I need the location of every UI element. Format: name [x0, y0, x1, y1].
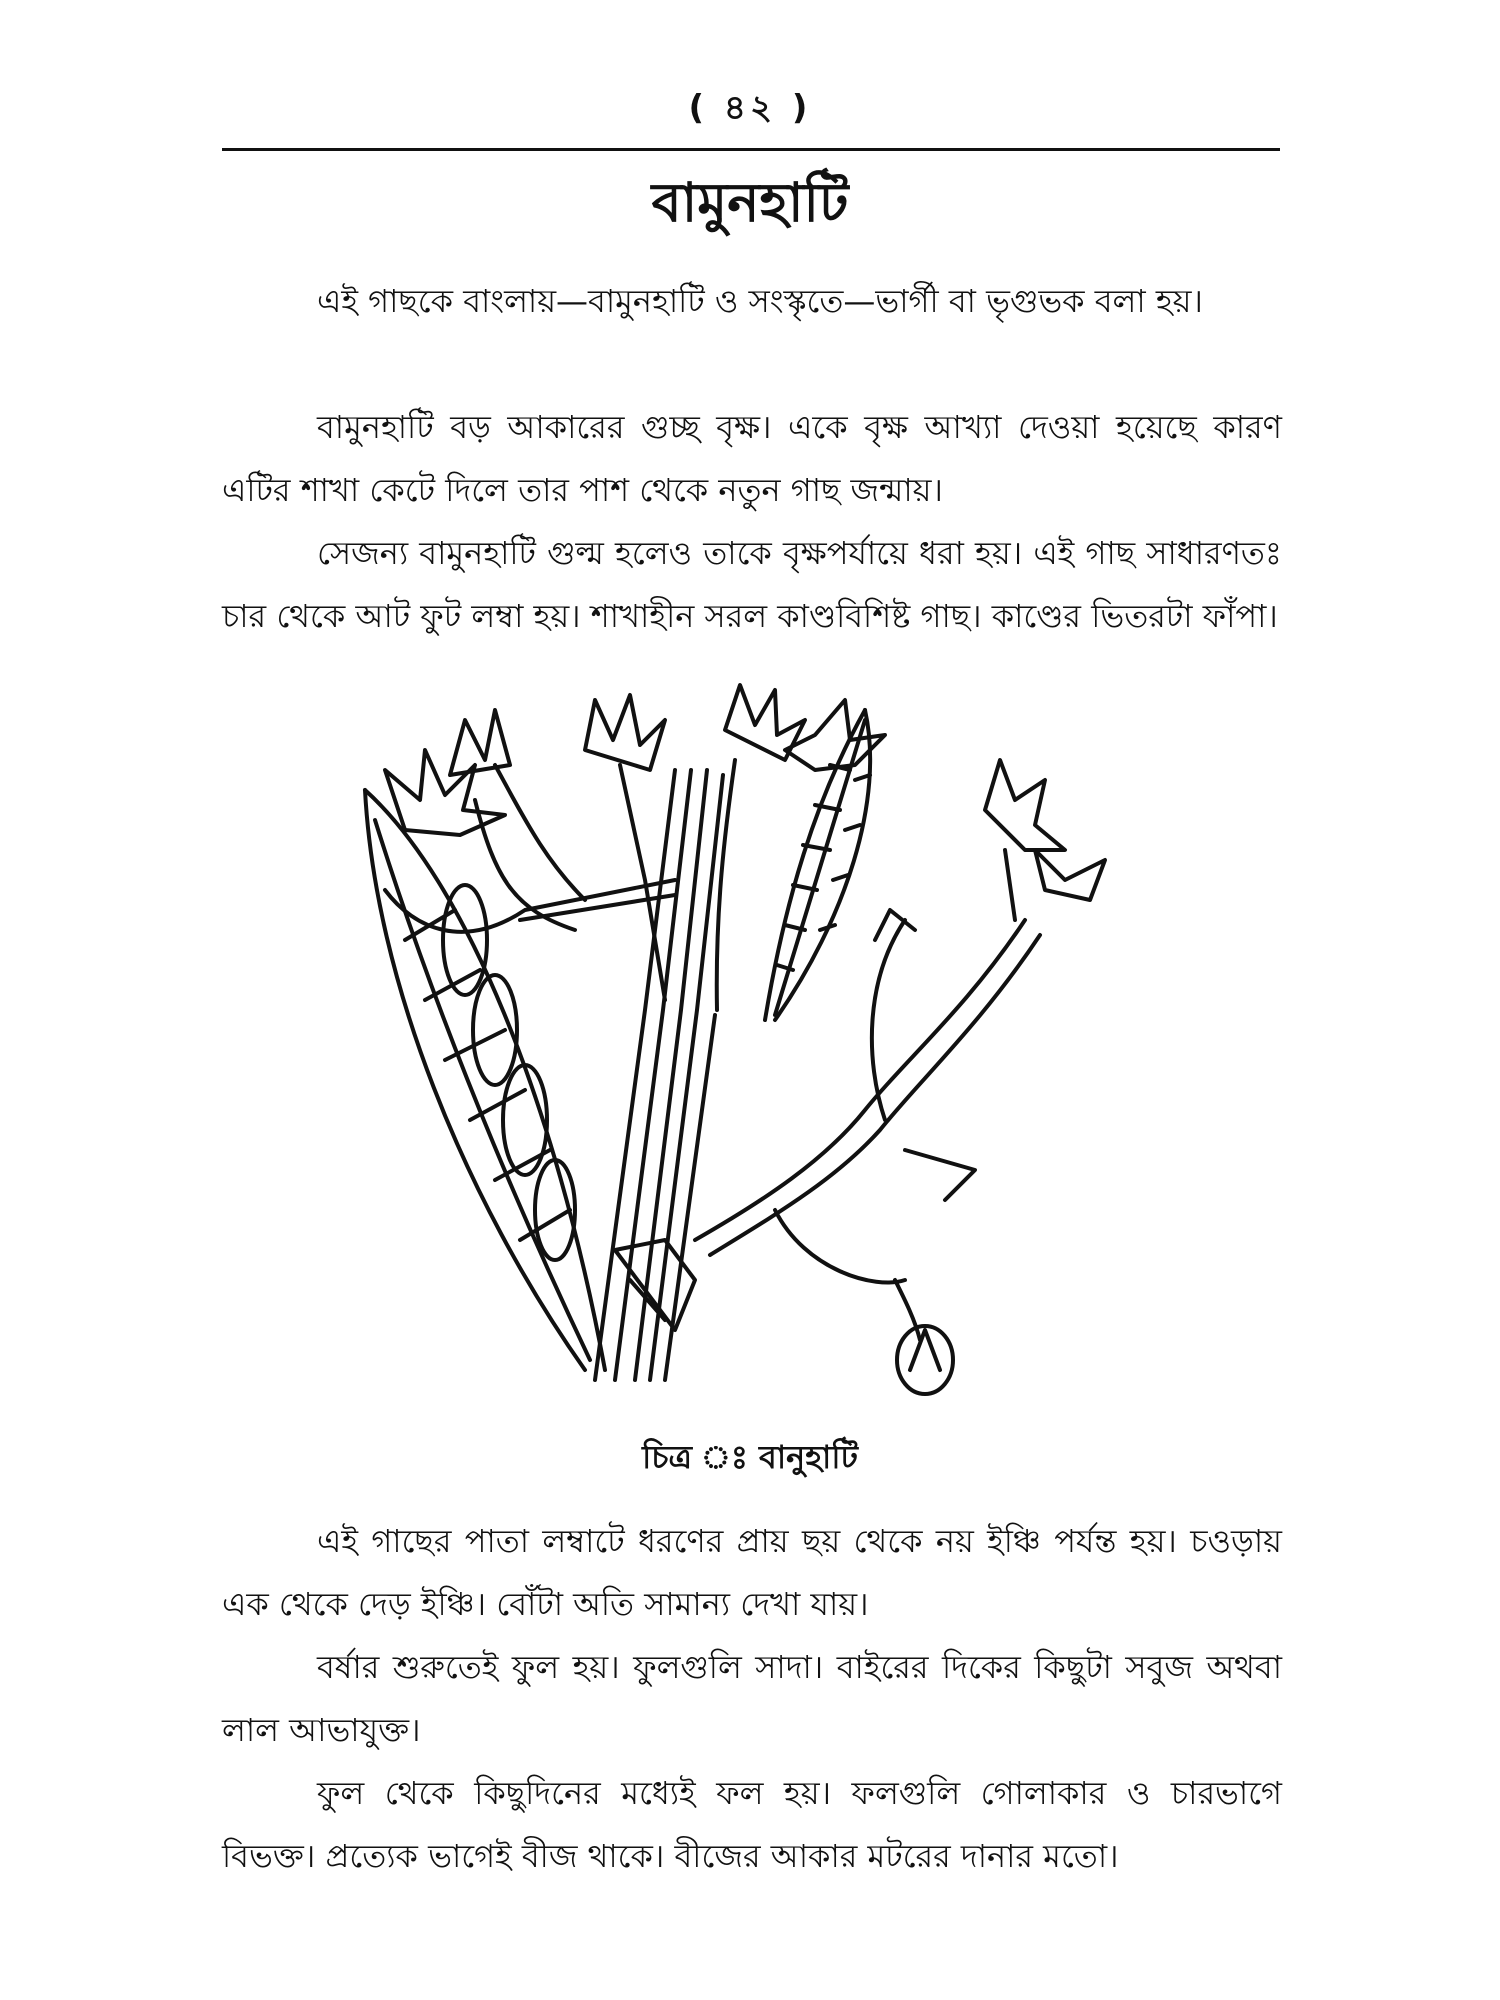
page-number: ( ৪২ )	[688, 88, 812, 128]
paragraph-fruits: ফুল থেকে কিছুদিনের মধ্যেই ফল হয়। ফলগুলি গোলাকার ও চারভাগে বিভক্ত। প্রত্যেক ভাগেই বীজ থাকে। বীজের আকার মটরের দানার মতো।	[222, 1774, 1282, 1875]
top-flowers	[585, 685, 885, 1010]
left-leaf	[365, 790, 605, 1370]
plant-illustration	[345, 680, 1205, 1400]
figure-caption: চিত্র ঃ বানুহাটি	[642, 1438, 858, 1476]
page-title: বামুনহাটি	[651, 171, 849, 234]
header-rule	[222, 148, 1280, 151]
paragraph-names: এই গাছকে বাংলায়—বামুনহাটি ও সংস্কৃতে—ভার্গী বা ভৃগুভক বলা হয়।	[317, 282, 1203, 320]
paragraph-flowers: বর্ষার শুরুতেই ফুল হয়। ফুলগুলি সাদা। বাইরের দিকের কিছুটা সবুজ অথবা লাল আভাযুক্ত।	[222, 1648, 1282, 1749]
paragraph-description: বামুনহাটি বড় আকারের গুচ্ছ বৃক্ষ। একে বৃক্ষ আখ্যা দেওয়া হয়েছে কারণ এটির শাখা কেটে দিলে তার পাশ থেকে নতুন গাছ জন্মায়।	[222, 408, 1282, 509]
main-stem	[595, 770, 723, 1380]
paragraph-classification: সেজন্য বামুনহাটি গুল্ম হলেও তাকে বৃক্ষপর্যায়ে ধরা হয়। এই গাছ সাধারণতঃ চার থেকে আট ফুট লম্বা হয়। শাখাহীন সরল কাণ্ডবিশিষ্ট গাছ। কাণ্ডের ভিতরটা ফাঁপা।	[222, 534, 1282, 635]
paragraph-leaves: এই গাছের পাতা লম্বাটে ধরণের প্রায় ছয় থেকে নয় ইঞ্চি পর্যন্ত হয়। চওড়ায় এক থেকে দেড় ইঞ্চি। বোঁটা অতি সামান্য দেখা যায়।	[222, 1522, 1282, 1623]
